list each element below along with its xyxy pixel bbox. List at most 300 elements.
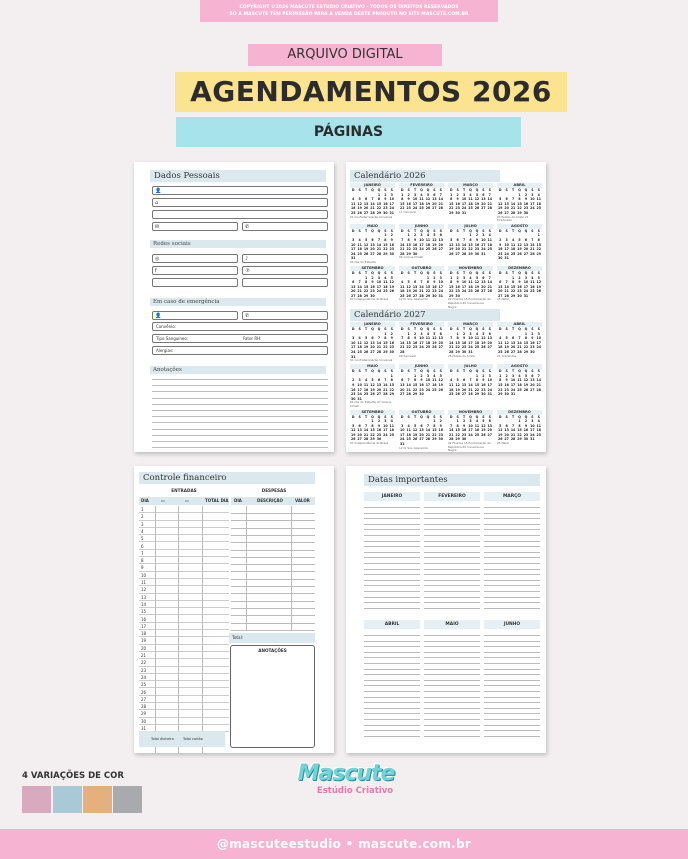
header-tag: ARQUIVO DIGITAL [248, 44, 442, 66]
day: 8 [475, 378, 479, 383]
day-row[interactable]: 15 [139, 608, 229, 615]
day: 8 [390, 378, 393, 383]
day: 29 [497, 392, 503, 397]
finance-heading: Controle financeiro [139, 472, 315, 484]
weekday: Q [469, 327, 472, 331]
day: 1 [426, 275, 430, 280]
day-row[interactable]: 11 [139, 579, 229, 586]
month-holidays [399, 397, 444, 401]
day: 13 [461, 382, 467, 387]
date-line [424, 580, 480, 581]
day: 9 [531, 336, 534, 341]
day-row[interactable]: 24 [139, 674, 229, 681]
month-days [399, 327, 444, 355]
day: 26 [448, 251, 454, 256]
day: 14 [468, 382, 473, 387]
date-line [484, 635, 540, 636]
weekday: T [511, 270, 515, 275]
expense-row-line [231, 579, 315, 580]
date-line [424, 608, 480, 609]
expense-row-line [231, 513, 315, 514]
day: 25 [530, 289, 535, 294]
date-line [484, 574, 540, 575]
month-holidays [448, 397, 493, 401]
day: 5 [390, 275, 393, 280]
rh-factor-label: Fator RH: [243, 336, 262, 341]
day: 12 [357, 201, 362, 206]
calendar-month [497, 410, 542, 453]
finance-day-rows[interactable] [139, 506, 229, 753]
weekday: D [498, 188, 502, 192]
date-line [484, 546, 540, 547]
month-title: JULHO [448, 364, 493, 369]
day: 30 [412, 251, 418, 256]
weekday: T [511, 369, 515, 374]
day: 3 [462, 275, 466, 280]
day: 26 [389, 289, 394, 294]
day: 27 [438, 345, 443, 350]
emergency-phone-field[interactable] [242, 311, 328, 320]
day: 20 [523, 247, 529, 252]
day: 26 [357, 210, 362, 215]
day: 21 [399, 345, 405, 350]
day: 22 [399, 206, 405, 211]
day: 13 [419, 428, 424, 433]
col-divider [155, 506, 156, 753]
day: 13 [530, 378, 535, 383]
day-row[interactable]: 30 [139, 718, 229, 725]
day: 13 [487, 336, 492, 341]
day: 16 [412, 242, 418, 247]
month-days [448, 229, 493, 257]
day: 11 [474, 336, 480, 341]
day: 20 [370, 247, 375, 252]
expense-total [229, 633, 315, 643]
day-row[interactable]: 28 [139, 703, 229, 710]
day-row[interactable]: 10 [139, 572, 229, 579]
pinterest-field[interactable] [242, 266, 328, 275]
day: 17 [461, 201, 467, 206]
day: 15 [432, 428, 437, 433]
day: 6 [531, 373, 534, 378]
date-line [484, 674, 540, 675]
day: 1 [524, 331, 528, 336]
day: 29 [425, 293, 431, 298]
weekday: D [498, 369, 502, 374]
day: 28 [419, 293, 424, 298]
weekday: S [384, 414, 387, 419]
day: 2 [371, 275, 374, 280]
weekday: S [537, 414, 540, 419]
day-row[interactable]: 9 [139, 564, 229, 571]
day-row[interactable]: 14 [139, 601, 229, 608]
day: 7 [426, 423, 430, 428]
day: 18 [517, 382, 522, 387]
day: 25 [425, 345, 431, 350]
day: 13 [357, 428, 362, 433]
date-line [484, 557, 540, 558]
day: 15 [376, 201, 382, 206]
day: 6 [371, 237, 374, 242]
day: 22 [448, 289, 454, 294]
day-row[interactable]: 6 [139, 543, 229, 550]
day: 1 [537, 233, 540, 238]
day: 30 [461, 349, 467, 354]
expense-rows[interactable] [231, 506, 315, 631]
day-row[interactable]: 4 [139, 528, 229, 535]
day: 1 [407, 331, 410, 336]
day: 30 [523, 437, 529, 442]
day: 15 [399, 201, 405, 206]
calendar-month [399, 224, 444, 265]
day: 4 [426, 331, 430, 336]
day: 22 [510, 289, 516, 294]
day: 15 [455, 340, 460, 345]
col-dia-2: DIA [234, 498, 242, 503]
day: 10 [389, 197, 394, 202]
address-field[interactable] [152, 198, 328, 207]
annotations-box[interactable] [230, 645, 315, 748]
day: 16 [461, 340, 467, 345]
day: 14 [487, 197, 492, 202]
day-row[interactable]: 19 [139, 637, 229, 644]
month-holidays: 12 N. Sra. Aparecida [399, 445, 428, 450]
weekday: S [488, 369, 491, 374]
day: 7 [371, 197, 374, 202]
day: 29 [376, 210, 382, 215]
day: 22 [412, 387, 418, 392]
day: 16 [461, 428, 467, 433]
weekday: S [456, 270, 459, 275]
date-line [484, 663, 540, 664]
col-divider [202, 506, 203, 753]
instagram-field[interactable] [152, 254, 238, 263]
day: 27 [432, 206, 437, 211]
day: 10 [468, 336, 473, 341]
weekday: Q [469, 188, 472, 192]
month-days [448, 327, 493, 355]
day: 20 [487, 428, 492, 433]
date-line [364, 652, 420, 653]
weekday: S [505, 228, 508, 233]
day-row[interactable]: 3 [139, 521, 229, 528]
month-days [399, 415, 444, 447]
day: 19 [455, 387, 460, 392]
day: 28 [383, 392, 388, 397]
day: 5 [358, 197, 361, 202]
day: 4 [433, 373, 436, 378]
weekday: Q [518, 369, 521, 374]
day: 12 [432, 336, 437, 341]
day: 21 [487, 201, 492, 206]
day: 6 [352, 280, 355, 285]
day: 16 [383, 201, 388, 206]
day: 2 [531, 331, 534, 336]
weekday: S [505, 327, 508, 331]
day: 21 [399, 247, 405, 252]
day: 2 [413, 331, 417, 336]
date-line [424, 597, 480, 598]
day: 15 [510, 284, 516, 289]
day: 30 [504, 392, 509, 397]
calendar-month [350, 410, 395, 453]
day: 12 [438, 378, 443, 383]
day-row[interactable]: 29 [139, 710, 229, 717]
weekday: S [384, 270, 387, 275]
day: 27 [455, 251, 460, 256]
day: 20 [504, 206, 509, 211]
facebook-icon: f [155, 268, 157, 274]
day: 2 [390, 233, 393, 238]
day-row[interactable]: 25 [139, 681, 229, 688]
month-title: JANEIRO [350, 183, 395, 188]
day: 10 [523, 280, 529, 285]
day: 17 [530, 428, 535, 433]
day: 13 [510, 340, 516, 345]
day: 14 [461, 242, 467, 247]
day: 12 [517, 242, 522, 247]
date-line [424, 529, 480, 530]
day-row[interactable]: 31 [139, 725, 229, 732]
day: 27 [487, 432, 492, 437]
day-row[interactable]: 22 [139, 659, 229, 666]
day: 26 [406, 293, 411, 298]
day: 29 [448, 293, 454, 298]
month-title: NOVEMBRO [448, 266, 493, 271]
day: 18 [419, 201, 424, 206]
day: 15 [536, 242, 541, 247]
month-days [399, 188, 444, 211]
day: 7 [358, 280, 361, 285]
brand-name: Mascute [297, 761, 395, 786]
day: 22 [497, 387, 503, 392]
page-calendar [346, 162, 546, 452]
day: 16 [523, 428, 529, 433]
weekday: Q [426, 327, 430, 331]
day: 3 [352, 336, 355, 341]
day: 21 [461, 247, 467, 252]
day: 29 [455, 349, 460, 354]
whatsapp-field[interactable] [242, 222, 328, 231]
day-row[interactable]: 2 [139, 513, 229, 520]
day: 9 [390, 237, 393, 242]
day: 7 [401, 237, 404, 242]
day: 21 [530, 247, 535, 252]
copyright-line-1: COPYRIGHT ©2026 MASCUTE ESTÚDIO CRIATIVO · TODOS OS DIREITOS RESERVADOS [239, 5, 459, 10]
weekday: D [400, 228, 404, 233]
weekday: T [413, 327, 417, 331]
day: 11 [399, 284, 405, 289]
day: 25 [357, 251, 362, 256]
calendar-month [448, 322, 493, 363]
weekday: S [537, 369, 540, 374]
day: 19 [350, 432, 356, 437]
day: 30 [481, 392, 486, 397]
day: 10 [419, 237, 424, 242]
day: 29 [510, 293, 516, 298]
note-line [152, 385, 328, 386]
day: 27 [419, 437, 424, 442]
email-field[interactable] [152, 222, 238, 231]
col-divider [291, 506, 292, 631]
tiktok-field[interactable] [242, 254, 328, 263]
day: 25 [474, 345, 480, 350]
day: 14 [448, 428, 454, 433]
weekday: S [537, 270, 540, 275]
weekday: S [439, 327, 442, 331]
day-row[interactable]: 13 [139, 594, 229, 601]
date-line [364, 546, 420, 547]
weekday: S [358, 228, 361, 233]
day: 8 [499, 378, 502, 383]
weekday: S [407, 228, 410, 233]
day: 13 [376, 382, 382, 387]
month-days [350, 229, 395, 261]
calendar-month [399, 266, 444, 309]
day-row[interactable]: 17 [139, 623, 229, 630]
note-line [152, 441, 328, 442]
day-row[interactable]: 23 [139, 667, 229, 674]
col-dia: DIA [141, 498, 149, 503]
day: 12 [536, 280, 541, 285]
day: 22 [455, 345, 460, 350]
swatch-blue [53, 786, 82, 813]
allergy-field[interactable]: Alergias: [152, 346, 328, 355]
day-row[interactable]: 12 [139, 586, 229, 593]
day: 28 [530, 251, 535, 256]
month-holidays: 01 Confraternização Universal [350, 214, 393, 219]
day: 3 [420, 233, 423, 238]
weekday: S [531, 188, 534, 192]
day: 19 [363, 247, 369, 252]
despesas-label: DESPESAS [261, 488, 287, 493]
day: 25 [468, 289, 473, 294]
day: 19 [448, 247, 454, 252]
day: 22 [517, 432, 522, 437]
weekday: D [449, 188, 453, 192]
day: 7 [401, 336, 404, 341]
day: 14 [425, 428, 431, 433]
day: 9 [420, 378, 423, 383]
day: 21 [363, 432, 369, 437]
day: 5 [475, 192, 479, 197]
month-days [448, 271, 493, 299]
day: 30 [497, 256, 503, 261]
date-line [364, 702, 420, 703]
month-title: ABRIL [497, 183, 542, 188]
day: 26 [481, 345, 486, 350]
calendar-2027-grid [350, 322, 542, 452]
day: 11 [448, 382, 454, 387]
day: 6 [482, 275, 485, 280]
note-line [152, 410, 328, 411]
day: 4 [488, 233, 491, 238]
month-days [448, 415, 493, 443]
month-days [497, 188, 542, 216]
day: 16 [474, 242, 480, 247]
day: 15 [455, 428, 460, 433]
calendar-month [497, 322, 542, 363]
day: 26 [455, 392, 460, 397]
weekday: Q [420, 270, 423, 275]
day: 30 [461, 437, 467, 442]
weekday: S [505, 369, 508, 374]
date-line [484, 680, 540, 681]
day: 3 [413, 192, 417, 197]
day: 15 [517, 201, 522, 206]
day-row[interactable]: 20 [139, 645, 229, 652]
day: 24 [523, 289, 529, 294]
day-row[interactable]: 16 [139, 616, 229, 623]
date-line [484, 702, 540, 703]
day: 7 [384, 378, 387, 383]
date-line [424, 685, 480, 686]
day-row[interactable]: 26 [139, 689, 229, 696]
social-extra-2[interactable] [242, 278, 328, 287]
day-row[interactable]: 8 [139, 557, 229, 564]
day-row[interactable]: 5 [139, 535, 229, 542]
day-row[interactable]: 7 [139, 550, 229, 557]
weekday: S [384, 369, 387, 374]
day: 20 [363, 206, 369, 211]
day: 14 [376, 340, 382, 345]
day-row[interactable]: 27 [139, 696, 229, 703]
day: 17 [412, 201, 418, 206]
day: 7 [518, 336, 521, 341]
weekday: S [433, 270, 436, 275]
day: 11 [536, 197, 541, 202]
weekday: T [462, 228, 466, 233]
blood-type-field[interactable] [152, 334, 328, 343]
social-extra-1[interactable] [152, 278, 238, 287]
facebook-field[interactable] [152, 266, 238, 275]
day-row[interactable]: 18 [139, 630, 229, 637]
col-total-dia: TOTAL DIA [205, 498, 229, 503]
page-personal-data [134, 162, 334, 452]
day: 2 [433, 275, 436, 280]
day: 4 [384, 275, 387, 280]
day: 21 [517, 345, 522, 350]
entradas-label: ENTRADAS [171, 488, 197, 493]
day: 25 [474, 432, 480, 437]
day: 31 [468, 349, 473, 354]
day: 7 [439, 192, 442, 197]
emergency-name-field[interactable] [152, 311, 238, 320]
month-title: NOVEMBRO [448, 410, 493, 415]
day: 26 [350, 437, 356, 442]
day-row[interactable]: 1 [139, 506, 229, 513]
day: 30 [438, 437, 443, 442]
card-icon: ▭ [185, 498, 189, 503]
day: 23 [461, 345, 467, 350]
day: 2 [475, 233, 479, 238]
weekday: Q [524, 327, 528, 331]
page-title: AGENDAMENTOS 2026 [175, 72, 567, 112]
convenio-field[interactable]: Convênio: [152, 322, 328, 331]
date-line [364, 697, 420, 698]
expense-row-line [231, 557, 315, 558]
day: 9 [518, 280, 521, 285]
date-line [364, 680, 420, 681]
day-row[interactable]: 21 [139, 652, 229, 659]
name-field[interactable] [152, 186, 328, 195]
mail-icon: ✉ [155, 224, 160, 230]
calendar-month [350, 364, 395, 408]
weekday: S [488, 414, 491, 419]
day: 8 [384, 336, 387, 341]
day: 31 [350, 354, 356, 359]
address-field-2[interactable] [152, 210, 328, 219]
